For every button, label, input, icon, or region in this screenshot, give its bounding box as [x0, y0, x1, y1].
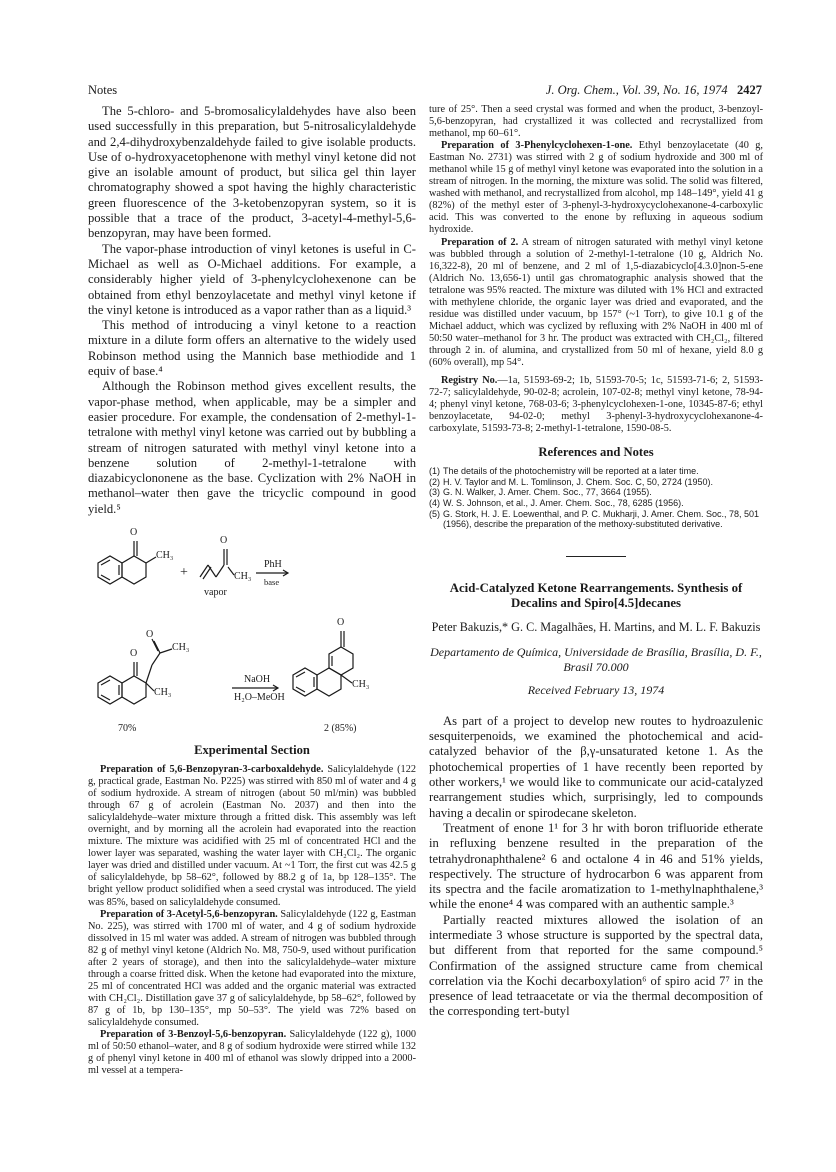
running-head-section: Notes — [88, 83, 118, 97]
reaction-scheme — [88, 525, 416, 783]
plus-sign: + — [180, 565, 188, 581]
reference-item: (3) G. N. Walker, J. Amer. Chem. Soc., 77, 3664 (1955). — [429, 487, 652, 498]
divider — [566, 556, 626, 557]
paragraph: Partially reacted mixtures allowed the isolation of an intermediate 3 whose structure is supported by the spectral data, but different from that reported for the same compound.⁵ Confirmation of the assigned structure came from chemical correlation via the Kochi decarboxylation⁶ of spiro acid 7⁷ in the presence of lead tetraacetate or via the thermal decomposition of the corresponding tert-butyl — [429, 912, 763, 1019]
oxygen-label: O — [130, 648, 138, 660]
paragraph: Preparation of 3-Phenylcyclohexen-1-one. Ethyl benzoylacetate (40 g, Eastman No. 2731) was stirred with 2 g of sodium hydroxide and 300 ml of methanol while 15 g of methyl vinyl ketone was evaporated into the solution in a stream of nitrogen. In the morning, the mixture was solid. The solid was filtered, washed with methanol, and recrystallized from alcohol, mp 148–149°, yield 41 g (82%) of the methyl ester of 3-phenyl-3-hydroxycyclohexanone-4-carboxylic acid. This was converted to the enone by refluxing in aqueous sodium hydroxide. — [429, 140, 764, 236]
paragraph: Treatment of enone 1¹ for 3 hr with boron trifluoride etherate in refluxing benzene resulted in the preparation of the tetrahydronaphthalene² 6 and octalone 4 in 46 and 51% yields, respectively. The structure of hydrocarbon 6 was apparent from its spectra and the facile aromatization to 1-methylnaphthalene,³ while the enone⁴ 4 was compared with an authentic sample.³ — [429, 820, 763, 912]
paragraph: Preparation of 3-Benzoyl-5,6-benzopyran. Salicylaldehyde (122 g), 1000 ml of 50:50 ethanol–water, and 8 g of sodium hydroxide were stirred while 132 g of phenyl vinyl ketone in 400 ml of ethanol was slowly dripped into a 2000-ml vessel at a tempera- — [88, 1029, 416, 1077]
paragraph: The vapor-phase introduction of vinyl ketones is useful in C-Michael as well as O-Michael additions. For example, a considerably higher yield of 3-phenylcyclohexenone can be obtained from ethyl benzoylacetate and methyl vinyl ketone if the vinyl ketone is introduced as a vapor rather than as a liquid.³ — [88, 241, 416, 317]
paragraph: This method of introducing a vinyl ketone to a reaction mixture in a dilute form offers an alternative to the widely used Robinson method using the Mannich base methiodide and 1 equiv of base.⁴ — [88, 318, 416, 379]
run-in-heading: Preparation of 5,6-Benzopyran-3-carboxaldehyde. — [100, 764, 324, 776]
authors: Peter Bakuzis,* G. C. Magalhães, H. Martins, and M. L. F. Bakuzis — [431, 619, 761, 634]
oxygen-label: O — [220, 535, 228, 547]
reagent-label: PhH — [264, 559, 282, 571]
reference-item: (1) The details of the photochemistry will be reported at a later time. — [429, 466, 699, 477]
registry-numbers: Registry No.—1a, 51593-69-2; 1b, 51593-70-5; 1c, 51593-71-6; 2, 51593-72-7; salicylaldehyde, 90-02-8; acrolein, 107-02-8; methyl vinyl ketone, 78-94-4; phenyl vinyl ketone, 768-03-6; 3-phenylcyclohexen-1-one, 10345-87-6; ethyl benzoylacetate, 94-02-0; methyl 3-phenyl-3-hydroxycyclohexanone-4-carboxylate, 51593-73-8; 2-methyl-1-tetralone, 1590-08-5. — [429, 375, 764, 435]
right-column — [429, 104, 763, 1020]
paragraph: As part of a project to develop new routes to hydroazulenic sesquiterpenoids, we examined the photochemical and acid-catalyzed behavior of the β,γ-unsaturated ketone 1. As the photochemical properties of 1 have recently been reported by other workers,¹ we would like to communicate our acid-catalyzed rearrangement studies which, surprisingly, led to compounds having a decalin or spirodecane skeleton. — [429, 713, 763, 820]
methyl-label: CH₃ — [156, 550, 174, 562]
cyclohexanone-ring — [122, 556, 146, 584]
references-heading: References and Notes — [538, 445, 654, 460]
methyl-label: CH₃ — [172, 642, 190, 654]
run-in-heading: Preparation of 3-Benzoyl-5,6-benzopyran. — [100, 1029, 287, 1041]
oxygen-label: O — [146, 629, 154, 641]
run-in-heading: Preparation of 3-Phenylcyclohexen-1-one. — [441, 140, 633, 152]
paragraph: Although the Robinson method gives excellent results, the vapor-phase method, when applicable, may be a simpler and easier procedure. For example, the condensation of 2-methyl-1-tetralone with methyl vinyl ketone was carried out by bubbling a stream of nitrogen saturated with methyl vinyl ketone into a benzene solution of 2-methyl-1-tetralone with diazabicyclononene as the base. Cyclization with 2% NaOH in methanol–water then gave the tricyclic compound in good yield.⁵ — [88, 379, 416, 516]
base-label: base — [264, 577, 280, 588]
references-list — [429, 466, 763, 530]
reagent-label: NaOH — [244, 674, 271, 686]
affiliation: Departamento de Química, Universidade de Brasília, Brasília, D. F., Brasil 70.000 — [430, 644, 762, 674]
vapor-label: vapor — [204, 587, 227, 599]
yield-label: 70% — [118, 723, 137, 735]
reference-item: (2) H. V. Taylor and M. L. Tomlinson, J. Chem. Soc. C, 50, 2724 (1950). — [429, 476, 713, 487]
reference-item: (4) W. S. Johnson, et al., J. Amer. Chem. Soc., 78, 6285 (1956). — [429, 498, 684, 509]
paragraph: Preparation of 2. A stream of nitrogen saturated with methyl vinyl ketone was bubbled through a solution of 2-methyl-1-tetralone (10 g, Aldrich No. 16,322-8), 20 ml of benzene, and 2 ml of 1,5-diazabicyclo[4.3.0]non-5-ene (Aldrich No. 13,656-1) until gas chromatographic analysis showed that the tetralone was 95% reacted. The mixture was diluted with 1% HCl and extracted with methylene chloride, the organic layer was dried and evaporated, and the residue was distilled under vacuum, bp 157° (~1 Torr), to give 10.1 g of the Michael adduct, which was cyclized by refluxing with 2% NaOH in 400 ml of 50:50 water–methanol for 3 hr. The product was extracted with CH₂Cl₂, filtered through 2 in. of alumina, and crystallized from 50 ml of hexane, yield 8.0 g (60% overall), mp 54°. — [429, 236, 763, 368]
paragraph: Preparation of 5,6-Benzopyran-3-carboxaldehyde. Salicylaldehyde (122 g, practical grade, Eastman No. P225) was stirred with 850 ml of water and 4 g of sodium hydroxide. A stream of nitrogen (about 50 ml/min) was bubbled through 67 g of acrolein (Eastman No. 2037) and then into the salicylaldehyde–water mixture through a fritted disk. This assembly was left overnight, and by morning all the acrolein had evaporated into the reaction mixture. The mixture was acidified with 25 ml of concentrated HCl and the lower layer was separated, washing the water layer with CH₂Cl₂. The organic layer was dried and distilled under vacuum. At ~1 Torr, the first cut was 42.5 g of salicylaldehyde, bp 58–62°, followed by 88.2 g of 1a, bp 128–135°. The bright yellow product solidified when a seed crystal was introduced. The yield was 85%, based on salicylaldehyde consumed. — [88, 764, 416, 908]
paragraph: The 5-chloro- and 5-bromosalicylaldehydes have also been used successfully in this preparation, but 5-nitrosalicylaldehyde and 2,4-dihydroxybenzaldehyde failed to give isolable products. Use of o-hydroxyacetophenone with methyl vinyl ketone did not give an isolable amount of product, but silica gel thin layer chromatography showed a spot having the highly characteristic green fluorescence of the 3-ketobenzopyran system, so it is possible that a trace of the product, 3-acetyl-4-methyl-5,6-benzopyran, may have been formed. — [88, 104, 416, 241]
journal-citation: J. Org. Chem., Vol. 39, No. 16, 1974 — [545, 83, 728, 97]
article-title: Acid-Catalyzed Ketone Rearrangements. Synthesis of Decalins and Spiro[4.5]decanes — [449, 580, 743, 610]
page-number: 2427 — [737, 83, 762, 97]
left-column — [88, 104, 416, 1077]
running-head-journal — [546, 83, 762, 98]
paragraph: Preparation of 3-Acetyl-5,6-benzopyran. Salicylaldehyde (122 g, Eastman No. 225), was stirred with 1700 ml of water, and 4 g of sodium hydroxide dissolved in 15 ml water was added. A stream of nitrogen was bubbled through 82 g of methyl vinyl ketone (Aldrich No. M8, 750-9, used without purification after 2 years of storage), and then into the salicylaldehyde–water mixture through a coarse fritted disk. When the ketone had evaporated into the mixture, 25 ml of concentrated HCl was added and the organic material was extracted with CH₂Cl₂. Distillation gave 37 g of salicylaldehyde, bp 58–62°, followed by 87 g of 1b, bp 130–135°, mp 50–53°. The yield was 72% based on salicylaldehyde consumed. — [88, 908, 416, 1028]
run-in-heading: Registry No. — [441, 375, 498, 387]
oxygen-label: O — [130, 527, 138, 539]
methyl-label: CH₃ — [154, 687, 172, 699]
section-heading: Experimental Section — [194, 743, 310, 758]
oxygen-label: O — [337, 617, 345, 629]
solvent-label: H₂O–MeOH — [234, 692, 285, 704]
methyl-label: CH₃ — [352, 679, 370, 691]
reference-item: (5) G. Stork, H. J. E. Loewenthal, and P. C. Mukharji, J. Amer. Chem. Soc., 78, 501 (1956), describe the preparation of the methoxy-substituted derivative. — [429, 508, 759, 530]
yield-label: 2 (85%) — [324, 723, 357, 735]
run-in-heading: Preparation of 2. — [441, 236, 519, 248]
paragraph: ture of 25°. Then a seed crystal was formed and when the product, 3-benzoyl-5,6-benzopyran, had crystallized it was collected and recrystallized from methanol, mp 60–61°. — [429, 104, 763, 140]
run-in-heading: Preparation of 3-Acetyl-5,6-benzopyran. — [100, 908, 278, 920]
methyl-label: CH₃ — [234, 571, 252, 583]
received-date: Received February 13, 1974 — [527, 682, 665, 697]
